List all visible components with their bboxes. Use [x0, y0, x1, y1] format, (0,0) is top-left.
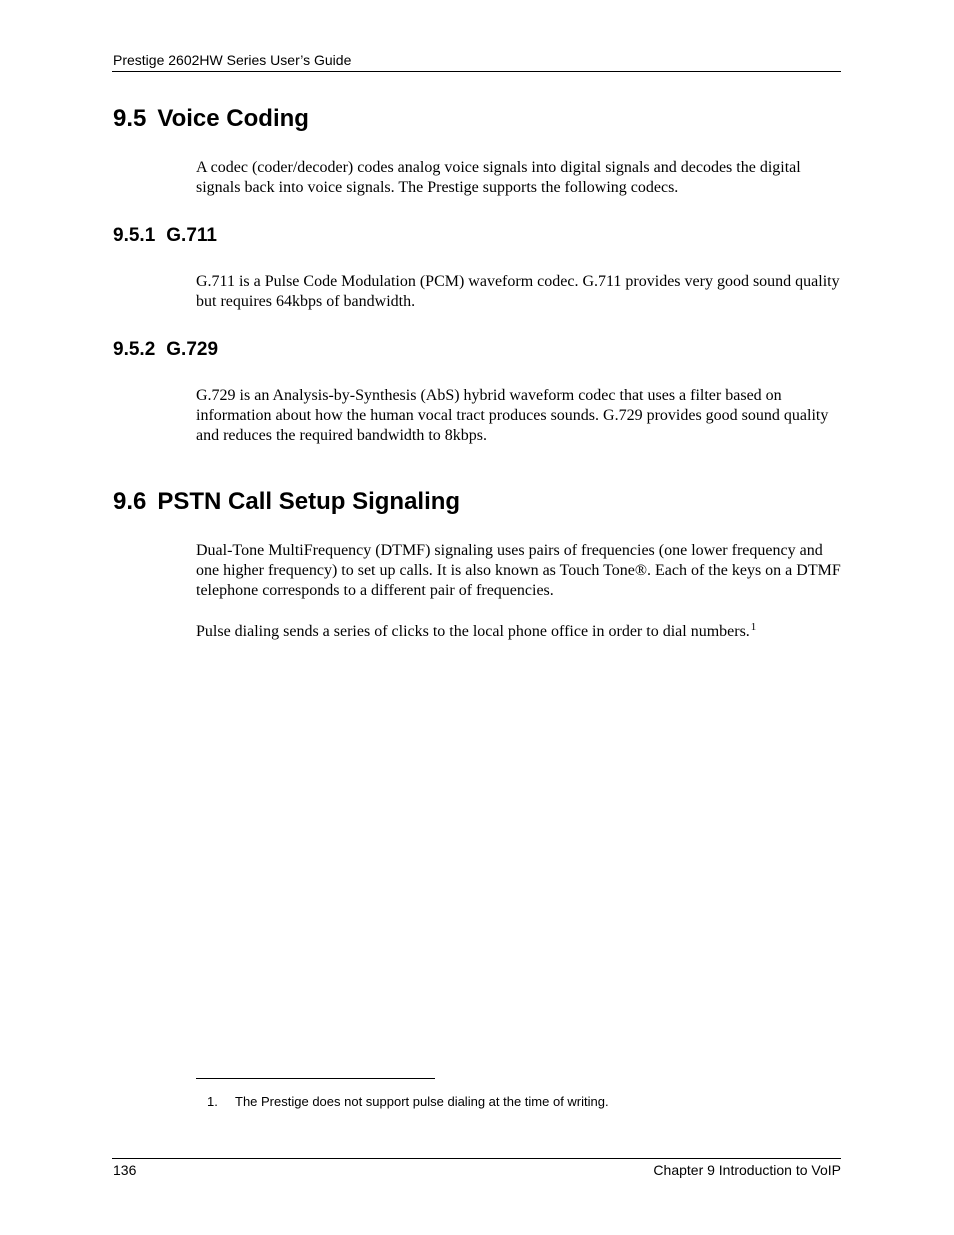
running-header: Prestige 2602HW Series User’s Guide — [113, 52, 352, 68]
header-rule — [112, 71, 841, 72]
subsection-heading-g729 — [113, 339, 218, 361]
section-heading-voice-coding — [113, 105, 309, 133]
subsection-title: G.711 — [166, 225, 217, 246]
footnote-reference[interactable]: 1 — [750, 621, 757, 633]
subsection-title: G.729 — [166, 339, 219, 360]
voice-coding-intro: A codec (coder/decoder) codes analog voice signals into digital signals and decodes the digital signals back into voice signals. The Prestige supports the following codecs. — [196, 159, 801, 196]
section-title: Voice Coding — [157, 105, 309, 132]
g729-paragraph: G.729 is an Analysis-by-Synthesis (AbS) hybrid waveform codec that uses a filter based on information about how the human vocal tract produces sounds. G.729 provides good sound quality and reduces the required bandwidth to 8kbps. — [196, 387, 829, 444]
footer-rule — [112, 1158, 841, 1159]
section-title: PSTN Call Setup Signaling — [157, 488, 461, 515]
subsection-number: 9.5.1 — [113, 225, 156, 246]
g711-paragraph: G.711 is a Pulse Code Modulation (PCM) waveform codec. G.711 provides very good sound quality but requires 64kbps of bandwidth. — [196, 273, 840, 310]
dtmf-paragraph: Dual-Tone MultiFrequency (DTMF) signaling uses pairs of frequencies (one lower frequency and one higher frequency) to set up calls. It is also known as Touch Tone®. Each of the keys on a DTMF telephone corresponds to a different pair of frequencies. — [196, 542, 841, 599]
pulse-dialing-text: Pulse dialing sends a series of clicks to the local phone office in order to dial numbers. — [196, 623, 750, 640]
section-heading-pstn — [113, 488, 460, 516]
subsection-number: 9.5.2 — [113, 339, 156, 360]
footnote-rule — [196, 1078, 435, 1079]
footnote — [207, 1094, 609, 1110]
subsection-heading-g711 — [113, 225, 217, 247]
pulse-dialing-paragraph — [196, 622, 844, 642]
chapter-title: Chapter 9 Introduction to VoIP — [653, 1162, 841, 1178]
page-number: 136 — [113, 1162, 137, 1178]
footnote-number: 1. — [207, 1094, 218, 1109]
footnote-text: The Prestige does not support pulse dialing at the time of writing. — [235, 1094, 609, 1109]
section-number: 9.5 — [113, 105, 147, 132]
section-number: 9.6 — [113, 488, 147, 515]
